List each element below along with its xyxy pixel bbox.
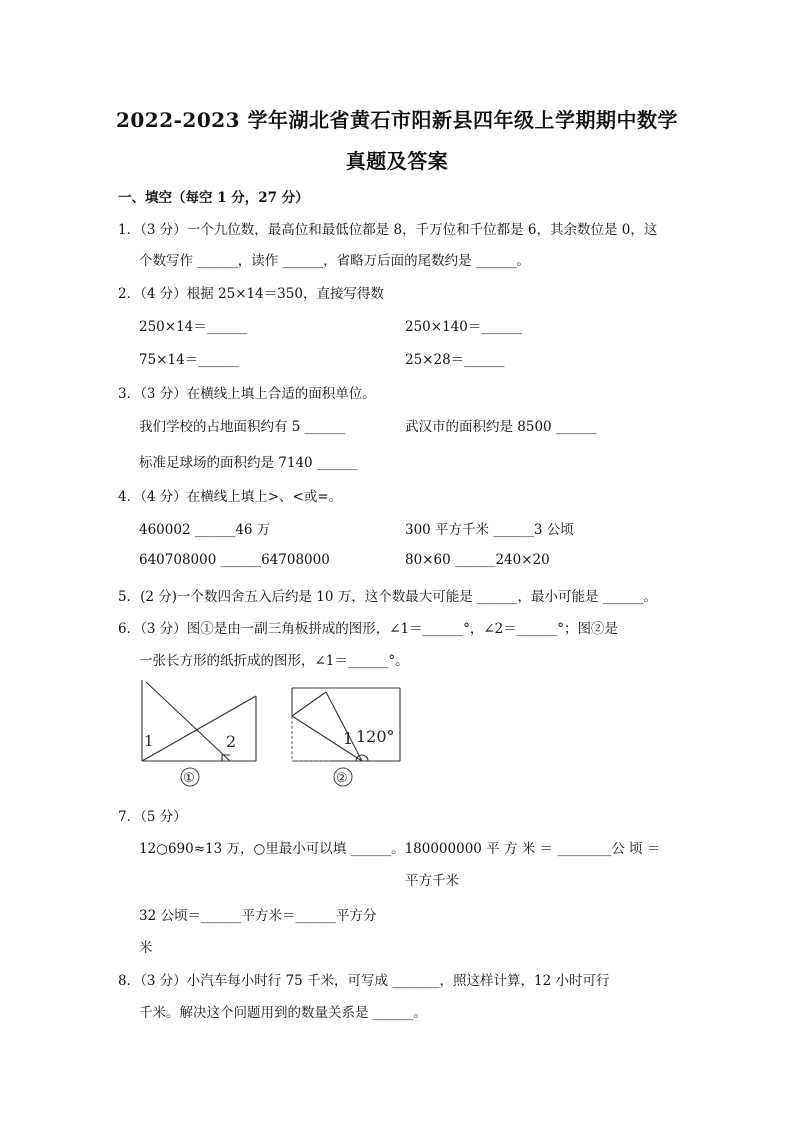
- q2-item-d: 25×28＝______: [405, 352, 505, 368]
- q4-item-a: 460002 ______46 万: [139, 522, 271, 538]
- q2-stem: 2．（4 分）根据 25×14＝350，直接写得数: [118, 286, 384, 302]
- q7-line4: 米: [139, 940, 153, 956]
- q7-stem: 7．（5 分）: [118, 809, 187, 825]
- q3-item-a: 我们学校的占地面积约有 5 ______: [139, 419, 346, 435]
- q8-line1: 8．（3 分）小汽车每小时行 75 千米，可写成 _______，照这样计算，12 小时可行: [118, 973, 610, 989]
- q1-line1: 1．（3 分）一个九位数，最高位和最低位都是 8，千万位和千位都是 6，其余数位是 0，这: [118, 222, 658, 238]
- q4-stem: 4．（4 分）在横线上填上>、<或=。: [118, 489, 343, 505]
- fig2-angle-120: 120°: [356, 727, 395, 746]
- q3-item-c: 标准足球场的面积约是 7140 ______: [139, 455, 358, 471]
- fig1-caption: ①: [183, 771, 195, 786]
- q3-item-b: 武汉市的面积约是 8500 ______: [405, 419, 597, 435]
- fig1-label-1: 1: [144, 732, 154, 750]
- doc-title-line2: 真题及答案: [345, 149, 449, 173]
- q1-line2: 个数写作 ______，读作 ______，省略万后面的尾数约是 ______。: [139, 253, 530, 269]
- figure-1-set-squares: [138, 676, 266, 790]
- q6-line2: 一张长方形的纸折成的图形，∠1＝______°。: [139, 653, 409, 669]
- fig2-caption: ②: [336, 771, 348, 786]
- q4-item-b: 300 平方千米 ______3 公顷: [405, 522, 574, 538]
- q7-line2: 平方千米: [405, 873, 459, 889]
- q4-item-c: 640708000 ______64708000: [139, 552, 330, 568]
- fig1-label-2: 2: [226, 732, 237, 751]
- figure-2-folded-paper: [290, 686, 404, 790]
- q6-line1: 6．（3 分）图①是由一副三角板拼成的图形，∠1＝______°，∠2＝______°；图②是: [118, 621, 619, 637]
- q7-line1: 12○690≈13 万，○里最小可以填 ______。180000000 平 方 米 ＝ ________公 顷 ＝: [139, 841, 661, 857]
- q8-line2: 千米。解决这个问题用到的数量关系是 ______。: [139, 1005, 427, 1021]
- q3-stem: 3．（3 分）在横线上填上合适的面积单位。: [118, 386, 376, 402]
- fig2-label-1: 1: [343, 729, 354, 748]
- q2-item-c: 75×14＝______: [139, 352, 239, 368]
- q2-item-a: 250×14＝______: [139, 319, 248, 335]
- q2-item-b: 250×140＝______: [405, 319, 522, 335]
- q5-line: 5．(2 分)一个数四舍五入后约是 10 万，这个数最大可能是 ______，最小可能是 ______。: [118, 589, 657, 605]
- q4-item-d: 80×60 ______240×20: [405, 552, 550, 568]
- q7-line3: 32 公顷＝______平方米＝______平方分: [139, 908, 377, 924]
- section-heading: 一、填空（每空 1 分，27 分）: [118, 190, 309, 206]
- doc-title-line1: 2022-2023 学年湖北省黄石市阳新县四年级上学期期中数学: [115, 108, 679, 132]
